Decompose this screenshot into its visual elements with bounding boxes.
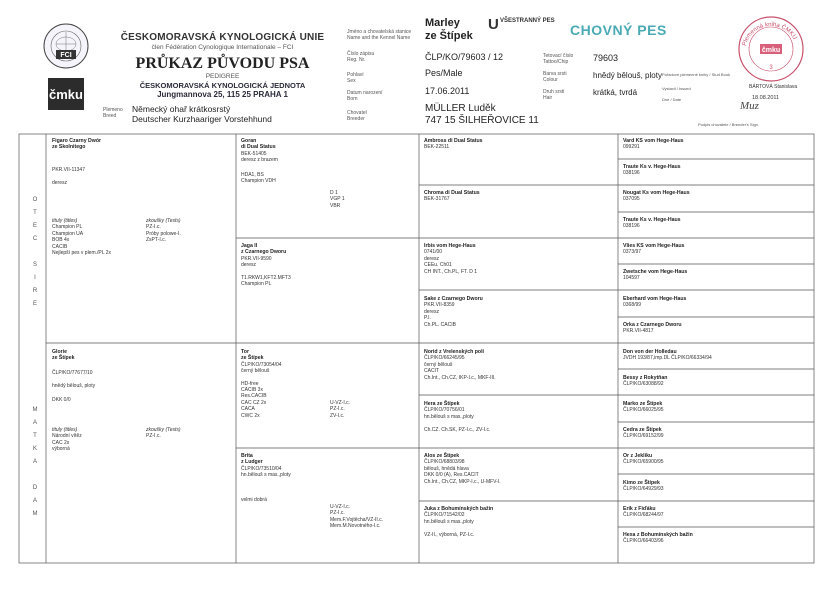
ancestor-name: Don von der Holledau <box>623 349 677 355</box>
grandparent-cell: Jaga II z Czarnego Dworu PKR.VII-9590 deresz T1.RKW1,KFT2.MFT3 Champion PL <box>241 243 291 288</box>
ancestor-reg: ČLP/KO/66403/96 <box>623 538 664 545</box>
ancestor-name: Traute Ks v. Hege-Haus <box>623 164 681 170</box>
ancestor-name: Or z Jeklíku <box>623 453 653 459</box>
ancestor-reg: 037095 <box>623 196 640 203</box>
svg-text:FCI: FCI <box>60 52 72 59</box>
great-great-grandparent-cell <box>623 532 808 545</box>
org-fci-member: člen Fédération Cynologique Internationale – FCI <box>151 44 294 51</box>
great-great-grandparent-cell <box>623 375 808 388</box>
grandparent-tests: U-VZ-I.c. PZ-I.c. ZV-I.c. <box>330 400 350 419</box>
document-subtitle: PEDIGREE <box>205 73 240 80</box>
svg-text:Plemenná kniha ČMKU: Plemenná kniha ČMKU <box>741 21 798 47</box>
grandparent-tests: U-VZ-I.c. PZ-I.c. Mem.F.Vojtěcha/VZ-II.c. Mem.M.Novotného-I.c. <box>330 504 384 530</box>
great-grandparent-cell: Sake z Czarnego Dworu PKR.VII-8359 deresz P.I. Ch.PL. CACIB <box>424 296 483 328</box>
ancestor-reg: ČLP/KO/64929/93 <box>623 486 664 493</box>
great-great-grandparent-cell <box>623 243 808 256</box>
great-great-grandparent-cell <box>623 506 808 519</box>
ancestor-name: Vard KS vom Hege-Haus <box>623 138 684 144</box>
ancestor-reg: 038196 <box>623 223 640 230</box>
status-u-letter: U <box>488 16 499 33</box>
ancestor-name: Hexa z Bohumínských bažin <box>623 532 693 538</box>
svg-text:3: 3 <box>769 65 773 71</box>
ancestor-reg: ČLP/KO/65900/95 <box>623 459 664 466</box>
ancestor-name: Marko ze Štípek <box>623 401 663 407</box>
svg-text:čmku: čmku <box>49 87 83 102</box>
status-u-text: VŠESTRANNÝ PES <box>500 18 555 24</box>
side-label-sire: O T E C S I R E <box>32 197 38 307</box>
label-colour: Barva srsti Colour <box>543 71 567 83</box>
dog-coat: krátká, tvrdá <box>593 88 638 97</box>
stud-book-stamp <box>736 14 806 84</box>
dog-reg-no: ČLP/KO/79603 / 12 <box>425 52 504 62</box>
great-great-grandparent-cell <box>623 138 808 151</box>
ancestor-reg: JVDH 193/87,imp.DL ČLP/KO/66334/94 <box>623 355 712 362</box>
svg-text:čmku: čmku <box>761 47 781 54</box>
dog-sex: Pes/Male <box>425 68 463 78</box>
org-unit: ČESKOMORAVSKÁ KYNOLOGICKÁ JEDNOTA <box>139 81 306 90</box>
ancestor-name: Erik z Fiďáku <box>623 506 656 512</box>
great-great-grandparent-cell <box>623 296 808 309</box>
ancestor-name: Vlies KS vom Hege-Haus <box>623 243 685 249</box>
date-label: Dne / Date <box>662 97 682 102</box>
ancestor-reg: 0368/99 <box>623 302 642 309</box>
label-coat: Druh srsti Hair <box>543 89 565 101</box>
great-grandparent-cell: Juka z Bohumínských bažin ČLP/KO/71542/02 hn.bělouš s mas.,ploty VZ-II., výborná, PZ-I.c. <box>424 506 494 538</box>
great-grandparent-cell: Hera ze Štípek ČLP/KO/70756/01 hn.bělouš s mas.,ploty Ch.CZ. Ch.SK, PZ-I.c., ZV-I.c. <box>424 401 491 433</box>
label-breeder: Chovatel Breeder <box>347 110 367 122</box>
org-name: ČESKOMORAVSKÁ KYNOLOGICKÁ UNIE <box>120 32 325 43</box>
ancestor-name: Kimo ze Štípek <box>623 480 660 486</box>
great-great-grandparent-cell <box>623 349 808 362</box>
ancestor-reg: 099291 <box>623 144 640 151</box>
dam-tests: zkoušky (Tests) PZ-I.c. <box>146 427 181 440</box>
dog-breeder: MÜLLER Luděk 747 15 ŠILHEŘOVICE 11 <box>425 103 539 126</box>
dog-name: Marley ze Štípek <box>425 17 473 42</box>
breeder-sign-label: Podpis chovatele / Breeder's Sign. <box>698 122 760 127</box>
status-breeding-dog: CHOVNÝ PES <box>570 22 667 38</box>
label-tattoo: Tetovací číslo Tattoo/Chip <box>543 53 574 65</box>
grandparent-cell: Goran di Dual Status BEK-51405 deresz z brazem HDA1, BS Champion VDH <box>241 138 278 185</box>
ancestor-reg: ČLP/KO/69152/99 <box>623 433 664 440</box>
ancestor-reg: ČLP/KO/68244/97 <box>623 512 664 519</box>
label-name: Jméno a chovatelská stanice Name and the Kennel Name <box>347 29 412 41</box>
great-great-grandparent-cell <box>623 453 808 466</box>
grandparent-cell: Brita z Ludger ČLP/KO/73510/04 hn.bělouš s mas.,ploty velmi dobrá <box>241 453 291 503</box>
great-grandparent-cell: Irbis vom Hege-Haus 0741/00 deresz CEEu. Ch01 CH INT., Ch.PL, FT. D 1 <box>424 243 478 275</box>
label-reg: Číslo zápisu Reg. Nr. <box>347 51 375 63</box>
great-great-grandparent-cell <box>623 164 808 177</box>
great-great-grandparent-cell <box>623 401 808 414</box>
dog-born: 17.06.2011 <box>425 86 470 96</box>
label-birth: Datum narození Born <box>347 90 383 102</box>
ancestor-name: Traute Ks v. Hege-Haus <box>623 217 681 223</box>
side-label-dam: M A T K A D A M <box>32 407 38 517</box>
dog-chip: 79603 <box>593 53 619 63</box>
fci-cmku-logo <box>38 20 94 114</box>
dam-titles: tituly (titles) Národní vítěz CAC 2x výborná <box>52 427 82 453</box>
issuer-block <box>95 32 350 99</box>
sire-tests: zkoušky (Tests) PZ-I.c. Próby polowe-I. ZsPT-I.c. <box>146 218 181 244</box>
great-great-grandparent-cell <box>623 190 808 203</box>
grandparent-cell: Tor ze Štípek ČLP/KO/73054/04 černý bělouš HD-free CACIB 3x Res.CACIB CAC CZ 2x CACA CWC 2x <box>241 349 282 419</box>
great-great-grandparent-cell <box>623 427 808 440</box>
breed-value: Německý ohař krátkosrstý Deutscher Kurzhaariger Vorstehhund <box>132 104 272 124</box>
ancestor-name: Zwetsche vom Hege-Haus <box>623 269 688 275</box>
sire-cell: Figaro Czarny Dwór ze Skolnitego PKR.VII-11347 deresz <box>52 138 102 187</box>
issue-date: 18.08.2011 <box>752 95 780 101</box>
ancestor-name: Nougat Ks vom Hege-Haus <box>623 190 690 196</box>
great-great-grandparent-cell <box>623 480 808 493</box>
org-address: Jungmannova 25, 115 25 PRAHA 1 <box>157 90 288 99</box>
great-grandparent-cell: Alos ze Štípek ČLP/KO/68803/98 bělouš, hnědá hlava DKK 0/0 (A), Res.CACIT Ch.Int., Ch.CZ, MKP-I.c., U-MFV-I. <box>424 453 501 485</box>
issued-label: Vystavil / Issued <box>662 86 691 91</box>
dog-colour: hnědý bělouš, ploty <box>593 71 662 80</box>
ancestor-name: Cedra ze Štípek <box>623 427 662 433</box>
issuer-signature: Muz <box>740 100 759 112</box>
label-sex: Pohlaví Sex <box>347 72 364 84</box>
document-title: PRŮKAZ PŮVODU PSA <box>135 55 310 72</box>
great-grandparent-cell: Chroma di Dual Status BEK-31767 <box>424 190 480 203</box>
great-grandparent-cell: Ambross di Dual Status BEK-22511 <box>424 138 483 151</box>
ancestor-name: Eberhard vom Hege-Haus <box>623 296 687 302</box>
ancestor-reg: ČLP/KO/66025/95 <box>623 407 664 414</box>
dam-cell: Glorie ze Štípek ČLP/KO/77677/10 hnědý bělouš, ploty DKK 0/0 <box>52 349 96 403</box>
issued-by: BÁRTOVÁ Stanislava <box>749 84 798 90</box>
stud-book-label: Pořadové plemenné knihy / Stud Book <box>662 72 731 77</box>
sire-titles: tituly (titles) Champion PL Champion UA BOB 4x CACIB Nejlepší pes v plem./PL 2x <box>52 218 112 257</box>
ancestor-reg: 104597 <box>623 275 640 282</box>
great-grandparent-cell: Norid z Vrelenských polí ČLP/KO/66245/95 černý bělouš CACIT Ch.Int., Ch.CZ, IKP-I.c., MKF-III. <box>424 349 496 381</box>
great-great-grandparent-cell <box>623 217 808 230</box>
ancestor-reg: 0373/97 <box>623 249 642 256</box>
ancestor-reg: ČLP/KO/63088/92 <box>623 381 664 388</box>
breed-label: Plemeno Breed <box>103 107 123 119</box>
grandparent-tests: D 1 VGP 1 VBR <box>330 190 345 209</box>
ancestor-reg: PKR.VII-4817 <box>623 328 654 335</box>
ancestor-name: Orka z Czarnego Dworu <box>623 322 682 328</box>
ancestor-reg: 038196 <box>623 170 640 177</box>
great-great-grandparent-cell <box>623 269 808 282</box>
great-great-grandparent-cell <box>623 322 808 335</box>
ancestor-name: Bessy z Rokytňan <box>623 375 668 381</box>
